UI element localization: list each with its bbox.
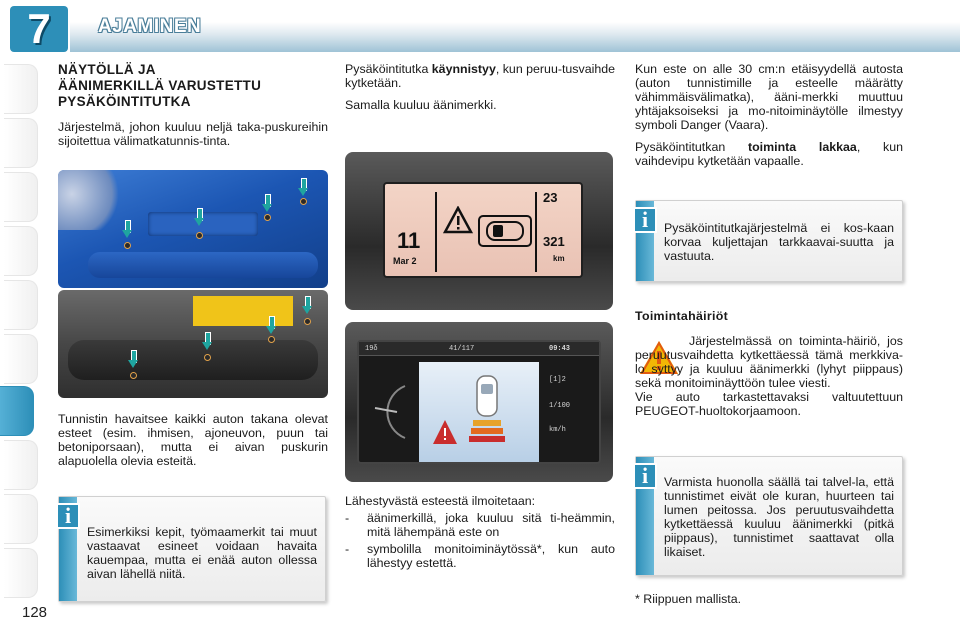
status-time: 09:43	[549, 345, 571, 353]
info-icon: i	[633, 463, 657, 489]
section-heading	[58, 62, 328, 110]
middle-column-top	[345, 62, 615, 120]
parking-display-screen	[419, 362, 539, 462]
fault-paragraph: Järjestelmässä on toiminta-häiriö, jos peruutusvaihdetta kytkettäessä tämä merkkiva-lo syttyy ja kuuluu äänimerkki (lyhyt piippaus) sekä monitoiminäyttöön tulee viesti.	[635, 334, 903, 390]
sensor-dot	[124, 242, 131, 249]
chapter-number: 7	[27, 5, 51, 52]
display-row: 1/100	[549, 402, 571, 410]
lcd-separator	[435, 192, 437, 272]
page-number: 128	[22, 604, 48, 621]
left-column	[58, 62, 328, 156]
info-text: Pysäköintitutkajärjestelmä ei kos-kaan korvaa kuljettajan tarkkaavai-suutta ja vastuuta.	[664, 221, 894, 263]
rear-bumper	[68, 340, 318, 380]
service-paragraph: Vie auto tarkastettavaksi valtuutettuun PEUGEOT-huoltokorjaamoon.	[635, 390, 903, 418]
chapter-title: AJAMINEN	[98, 16, 202, 37]
chapter-tab-6[interactable]	[4, 334, 38, 384]
fault-text-wrap	[635, 334, 903, 426]
lcd-odometer: 321	[543, 234, 565, 249]
chapter-tab-4[interactable]	[4, 226, 38, 276]
info-box-right-2	[635, 456, 903, 576]
tail-light	[58, 170, 128, 230]
deactivation-paragraph	[635, 140, 903, 168]
right-column-top	[635, 62, 903, 176]
sensor-dot	[268, 336, 275, 343]
text-span: , kun peruu-tusvaihde kytketään.	[345, 62, 616, 90]
bullet-mark: -	[345, 511, 350, 525]
list-item	[345, 511, 615, 539]
sensor-arrow-icon	[122, 220, 132, 238]
text-span: , kun vaihdevipu kytketään vapaalle.	[635, 140, 903, 168]
sensor-arrow-icon	[128, 350, 138, 368]
intro-paragraph: Järjestelmä, johon kuuluu neljä taka-puskureihin sijoitettua välimatkatunnis-tinta.	[58, 120, 328, 148]
lcd-temp: 23	[543, 190, 558, 205]
chapter-tab-7-active[interactable]	[0, 386, 34, 436]
sensor-arrow-icon	[194, 208, 204, 226]
chapter-tab-8[interactable]	[4, 440, 38, 490]
sensor-dot	[304, 318, 311, 325]
status-left: 19δ	[365, 345, 378, 353]
chapter-tab-10[interactable]	[4, 548, 38, 598]
display-row: km/h	[549, 426, 566, 434]
beep-paragraph: Samalla kuuluu äänimerkki.	[345, 98, 497, 112]
heading-line: NÄYTÖLLÄ JA	[58, 62, 156, 77]
multifunction-screen	[357, 340, 601, 464]
warning-triangle-icon	[443, 206, 473, 234]
sensor-dot	[300, 198, 307, 205]
lcd-separator	[535, 192, 537, 272]
rear-bumper	[88, 252, 318, 278]
info-box-right-1	[635, 200, 903, 282]
sensor-arrow-icon	[266, 316, 276, 334]
lcd-screen	[383, 182, 583, 278]
rear-bumper-photo-blue	[58, 170, 328, 288]
chapter-tab-2[interactable]	[4, 118, 38, 168]
detection-paragraph-wrap	[58, 412, 328, 476]
detection-paragraph: Tunnistin havaitsee kaikki auton takana olevat esteet (esim. ihmisen, ajoneuvon, puun tai betoniporsaan), mutta ei aivan puskurin alapuolella olevia esteitä.	[58, 412, 328, 468]
rear-bumper-photo-grey	[58, 290, 328, 398]
chapter-badge	[10, 6, 68, 52]
bold-span: toiminta lakkaa	[747, 140, 857, 154]
sensor-arrow-icon	[298, 178, 308, 196]
chapter-tab-1[interactable]	[4, 64, 38, 114]
sensor-arrow-icon	[302, 296, 312, 314]
chapter-tabs	[0, 56, 46, 596]
sensor-dot	[196, 232, 203, 239]
multifunction-display-photo	[345, 322, 613, 482]
approach-intro: Lähestyvästä esteestä ilmoitetaan:	[345, 494, 536, 508]
danger-paragraph: Kun este on alle 30 cm:n etäisyydellä autosta (auton tunnistimille ja esteelle määrätty vähimmäisvälimatka), ääni-merkki muuttuu yhtäjaksoiseksi ja mo-nitoiminäytölle ilmestyy symboli Danger (Vaara).	[635, 62, 903, 132]
chapter-tab-9[interactable]	[4, 494, 38, 544]
fault-heading: Toimintahäiriöt	[635, 309, 729, 323]
sensor-arrow-icon	[202, 332, 212, 350]
chapter-tab-5[interactable]	[4, 280, 38, 330]
info-text: Esimerkiksi kepit, työmaamerkit tai muut vastaavat esineet voidaan havaita kauempaa, mutta ei enää auton ollessa aivan lähellä niitä.	[87, 525, 317, 581]
lcd-left-number: 11	[397, 228, 421, 253]
page-header	[0, 0, 960, 52]
list-item	[345, 542, 615, 570]
instrument-display-photo	[345, 152, 613, 310]
speed-dial-icon	[367, 382, 407, 442]
chapter-tab-3[interactable]	[4, 172, 38, 222]
status-mid: 41/117	[449, 345, 475, 353]
screen-status-bar	[359, 342, 599, 356]
bullet-text: symbolilla monitoiminäytössä*, kun auto lähestyy estettä.	[367, 542, 615, 570]
lcd-date: Mar 2	[393, 256, 417, 266]
parking-car-icon	[433, 372, 523, 454]
display-row: [1]2	[549, 376, 566, 384]
sensor-dot	[264, 214, 271, 221]
bullet-text: äänimerkillä, joka kuuluu sitä ti-heämmin, mitä lähempänä este on	[367, 511, 615, 539]
sensor-dot	[204, 354, 211, 361]
lcd-unit: km	[553, 254, 565, 263]
sensor-dot	[130, 372, 137, 379]
footnote: * Riippuen mallista.	[635, 592, 742, 606]
sensor-arrow-icon	[262, 194, 272, 212]
info-icon: i	[633, 207, 657, 233]
middle-column-bottom	[345, 494, 615, 570]
header-stripe	[70, 22, 960, 52]
license-plate	[193, 296, 293, 326]
heading-line: ÄÄNIMERKILLÄ VARUSTETTU	[58, 78, 262, 93]
bold-span: käynnistyy	[431, 62, 496, 76]
text-span: Pysäköintitutkan	[635, 140, 748, 154]
info-text: Varmista huonolla säällä tai talvel-la, että tunnistimet eivät ole kuran, huurteen tai lumen peitossa. Jos peruutusvaihdetta kytkettäessä kuuluu äänimerkki (pitkä piippaus), tunnistimet saattavat olla likaiset.	[664, 475, 894, 559]
activation-paragraph	[345, 62, 615, 90]
heading-line: PYSÄKÖINTITUTKA	[58, 94, 191, 109]
info-icon: i	[56, 503, 80, 529]
text-span: Pysäköintitutka	[345, 62, 432, 76]
info-box-left	[58, 496, 326, 602]
bullet-mark: -	[345, 542, 350, 556]
car-proximity-icon	[477, 214, 533, 248]
